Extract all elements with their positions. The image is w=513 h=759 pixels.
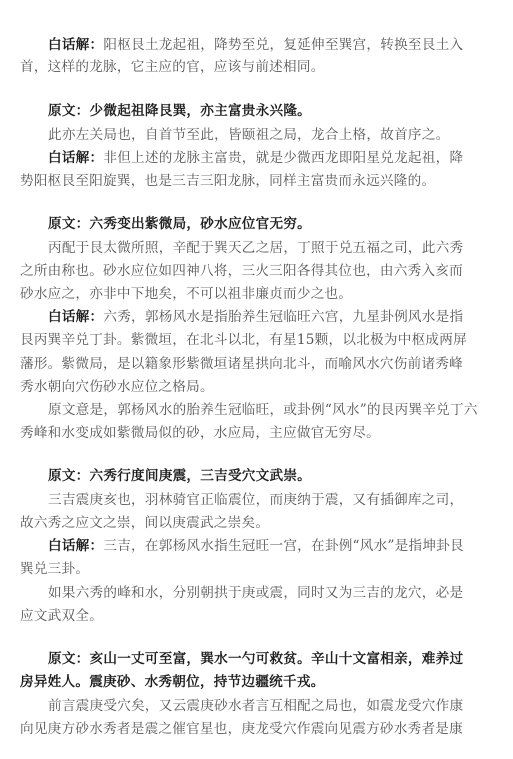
section-title: 原文：六秀变出紫微局，砂水应位官无穷。 — [48, 216, 312, 232]
paragraph-line: 如果六秀的峰和水，分别朝拱于庚或震，同时又为三吉的龙穴，必是 — [48, 585, 464, 601]
paragraph-line: 秀水朝向穴伤砂水应位之格局。 — [20, 379, 214, 395]
paragraph-line: 白话解：非但上述的龙脉主富贵，就是少微西龙即阳星兑龙起祖，降 — [48, 150, 464, 166]
original-text-label: 原文： — [48, 468, 90, 484]
vernacular-label: 白话解： — [48, 150, 104, 166]
paragraph-line: 藩形。紫微局，是以籍象形紫微垣诸星拱向北斗，而喻风水穴伤前诸秀峰 — [20, 356, 463, 372]
paragraph-line: 白话解：六秀，郭杨风水是指胎养生冠临旺六宫，九星卦例风水是指 — [48, 309, 464, 325]
section-title: 原文：六秀行度间庚震，三吉受穴文武崇。 — [48, 468, 312, 484]
paragraph-line: 白话解：三吉，在郭杨风水指生冠旺一宫，在卦例“风水”是指坤卦艮 — [48, 538, 464, 554]
paragraph-line: 砂水应之，亦非中下地矣，不可以祖非廉贞而少之也。 — [20, 286, 353, 302]
paragraph-line: 白话解：阳枢艮土龙起祖，降势至兑，复延伸至巽宫，转换至艮土入 — [48, 37, 464, 53]
vernacular-label: 白话解： — [48, 538, 104, 554]
paragraph-line: 势阳枢艮至阳旋巽，也是三吉三阳龙脉，同样主富贵而永远兴隆的。 — [20, 173, 436, 189]
original-text-label: 原文： — [48, 103, 90, 119]
paragraph-line: 此亦左关局也，自首节至此，皆颐祖之局，龙合上格，故首序之。 — [48, 127, 450, 143]
vernacular-label: 白话解： — [48, 37, 104, 53]
original-text-label: 原文： — [48, 651, 90, 667]
paragraph-line: 向见庚方砂水秀者是震之催官星也，庚龙受穴作震向见震方砂水秀者是康 — [20, 721, 463, 737]
section-title: 原文：少微起祖降艮巽，亦主富贵永兴隆。 — [48, 103, 312, 119]
paragraph-line: 之所由称也。砂水应位如四神八将，三火三阳各得其位也，由六秀入亥而 — [20, 263, 463, 279]
section-title: 原文：亥山一丈可至富，巽水一勺可救贫。辛山十文富相亲，难养过 — [48, 651, 464, 667]
original-text-label: 原文： — [48, 216, 90, 232]
paragraph-line: 应文武双全。 — [20, 608, 104, 624]
paragraph-line: 巽兑三卦。 — [20, 561, 90, 577]
paragraph-line: 三吉震庚亥也，羽林骑官正临震位，而庚纳于震，又有插御库之司， — [48, 492, 464, 508]
paragraph-line: 原文意是，郭杨风水的胎养生冠临旺，或卦例“风水”的艮丙巽辛兑丁六 — [48, 402, 478, 418]
paragraph-line: 丙配于艮太微所照，辛配于巽天乙之居，丁照于兑五福之司，此六秀 — [48, 240, 464, 256]
paragraph-line: 首，这样的龙脉，它主应的官，应该与前述相同。 — [20, 59, 325, 75]
paragraph-line: 故六秀之应文之崇，间以庚震武之崇矣。 — [20, 515, 270, 531]
section-title-continued: 房异姓人。震庚砂、水秀朝位，持节边疆统千戎。 — [20, 674, 325, 690]
vernacular-label: 白话解： — [48, 309, 104, 325]
paragraph-line: 前言震庚受穴矣，又云震庚砂水者言互相配之局也，如震龙受穴作康 — [48, 698, 464, 714]
paragraph-line: 艮丙巽辛兑丁卦。紫微垣，在北斗以北，有星15颗，以北极为中枢成两屏 — [20, 332, 467, 348]
paragraph-line: 秀峰和水变成如紫微局似的砂，水应局，主应做官无穷尽。 — [20, 425, 380, 441]
